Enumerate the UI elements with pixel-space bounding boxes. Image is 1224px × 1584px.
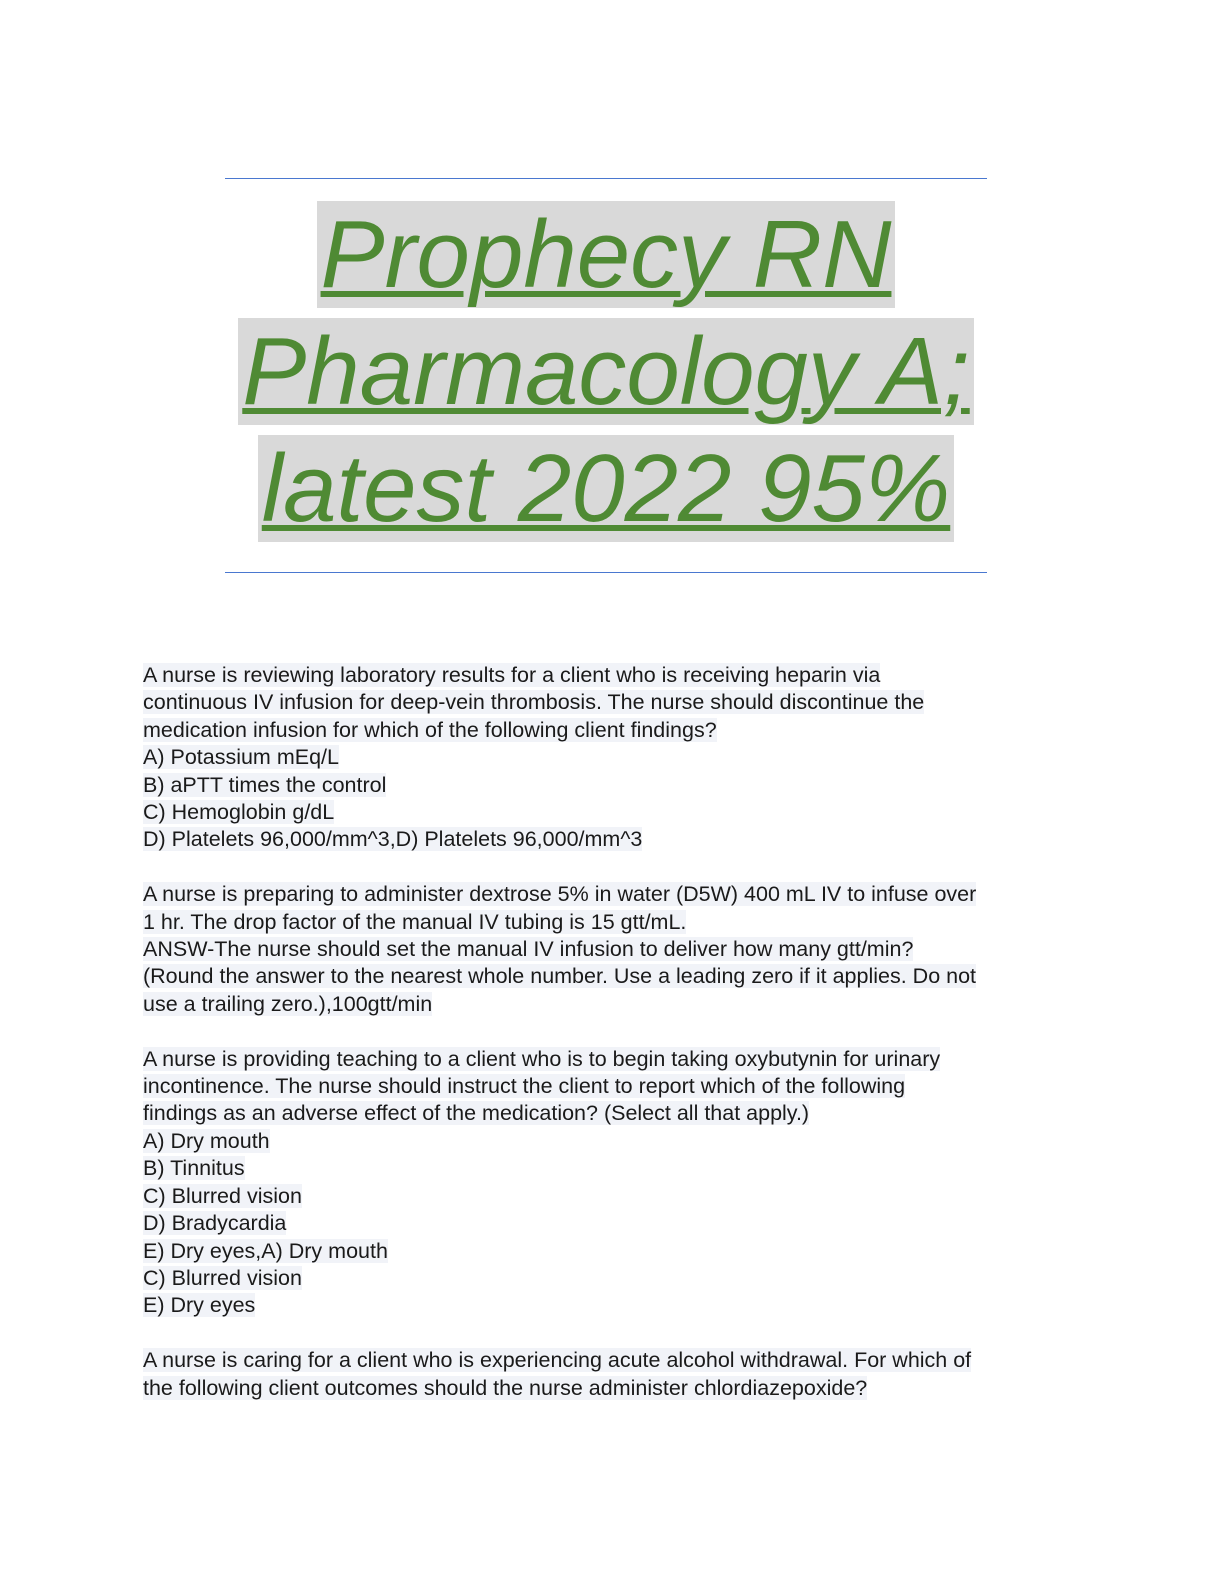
question-block	[143, 1347, 1083, 1402]
answer-option: B) aPTT times the control	[143, 772, 387, 797]
question-block	[143, 662, 1083, 854]
text-line: 1 hr. The drop factor of the manual IV tubing is 15 gtt/mL.	[143, 909, 687, 934]
question-list	[143, 662, 1083, 1429]
answer-option: C) Blurred vision	[143, 1265, 302, 1290]
text-line: medication infusion for which of the following client findings?	[143, 717, 717, 742]
text-line: the following client outcomes should the nurse administer chlordiazepoxide?	[143, 1375, 868, 1400]
text-line: A nurse is reviewing laboratory results for a client who is receiving heparin via	[143, 663, 881, 687]
answer-option: B) Tinnitus	[143, 1156, 245, 1181]
text-line: A nurse is caring for a client who is experiencing acute alcohol withdrawal. For which of	[143, 1348, 972, 1373]
answer-option: A) Potassium mEq/L	[143, 745, 339, 770]
title-line: Pharmacology A;	[225, 313, 987, 430]
title-top-rule	[225, 178, 987, 179]
text-line: findings as an adverse effect of the medication? (Select all that apply.)	[143, 1101, 810, 1126]
text-line: A nurse is preparing to administer dextrose 5% in water (D5W) 400 mL IV to infuse over	[143, 882, 977, 907]
title-bottom-rule	[225, 572, 987, 573]
text-line: continuous IV infusion for deep-vein thrombosis. The nurse should discontinue the	[143, 690, 925, 715]
text-line: incontinence. The nurse should instruct the client to report which of the following	[143, 1074, 906, 1099]
answer-option: D) Platelets 96,000/mm^3,D) Platelets 96,000/mm^3	[143, 827, 643, 852]
title-line: Prophecy RN	[225, 196, 987, 313]
question-block	[143, 1046, 1083, 1320]
text-line: (Round the answer to the nearest whole number. Use a leading zero if it applies. Do not	[143, 964, 977, 989]
text-line: A nurse is providing teaching to a client who is to begin taking oxybutynin for urinary	[143, 1046, 941, 1071]
text-line: use a trailing zero.),100gtt/min	[143, 991, 433, 1016]
document-title	[225, 196, 987, 547]
answer-option: E) Dry eyes	[143, 1293, 256, 1318]
title-line: latest 2022 95%	[225, 430, 987, 547]
answer-option: D) Bradycardia	[143, 1211, 287, 1236]
question-block	[143, 881, 1083, 1018]
answer-option: A) Dry mouth	[143, 1128, 270, 1153]
answer-option: C) Hemoglobin g/dL	[143, 800, 335, 825]
answer-option: E) Dry eyes,A) Dry mouth	[143, 1238, 388, 1263]
answer-option: C) Blurred vision	[143, 1183, 302, 1208]
text-line: ANSW-The nurse should set the manual IV infusion to deliver how many gtt/min?	[143, 937, 914, 962]
